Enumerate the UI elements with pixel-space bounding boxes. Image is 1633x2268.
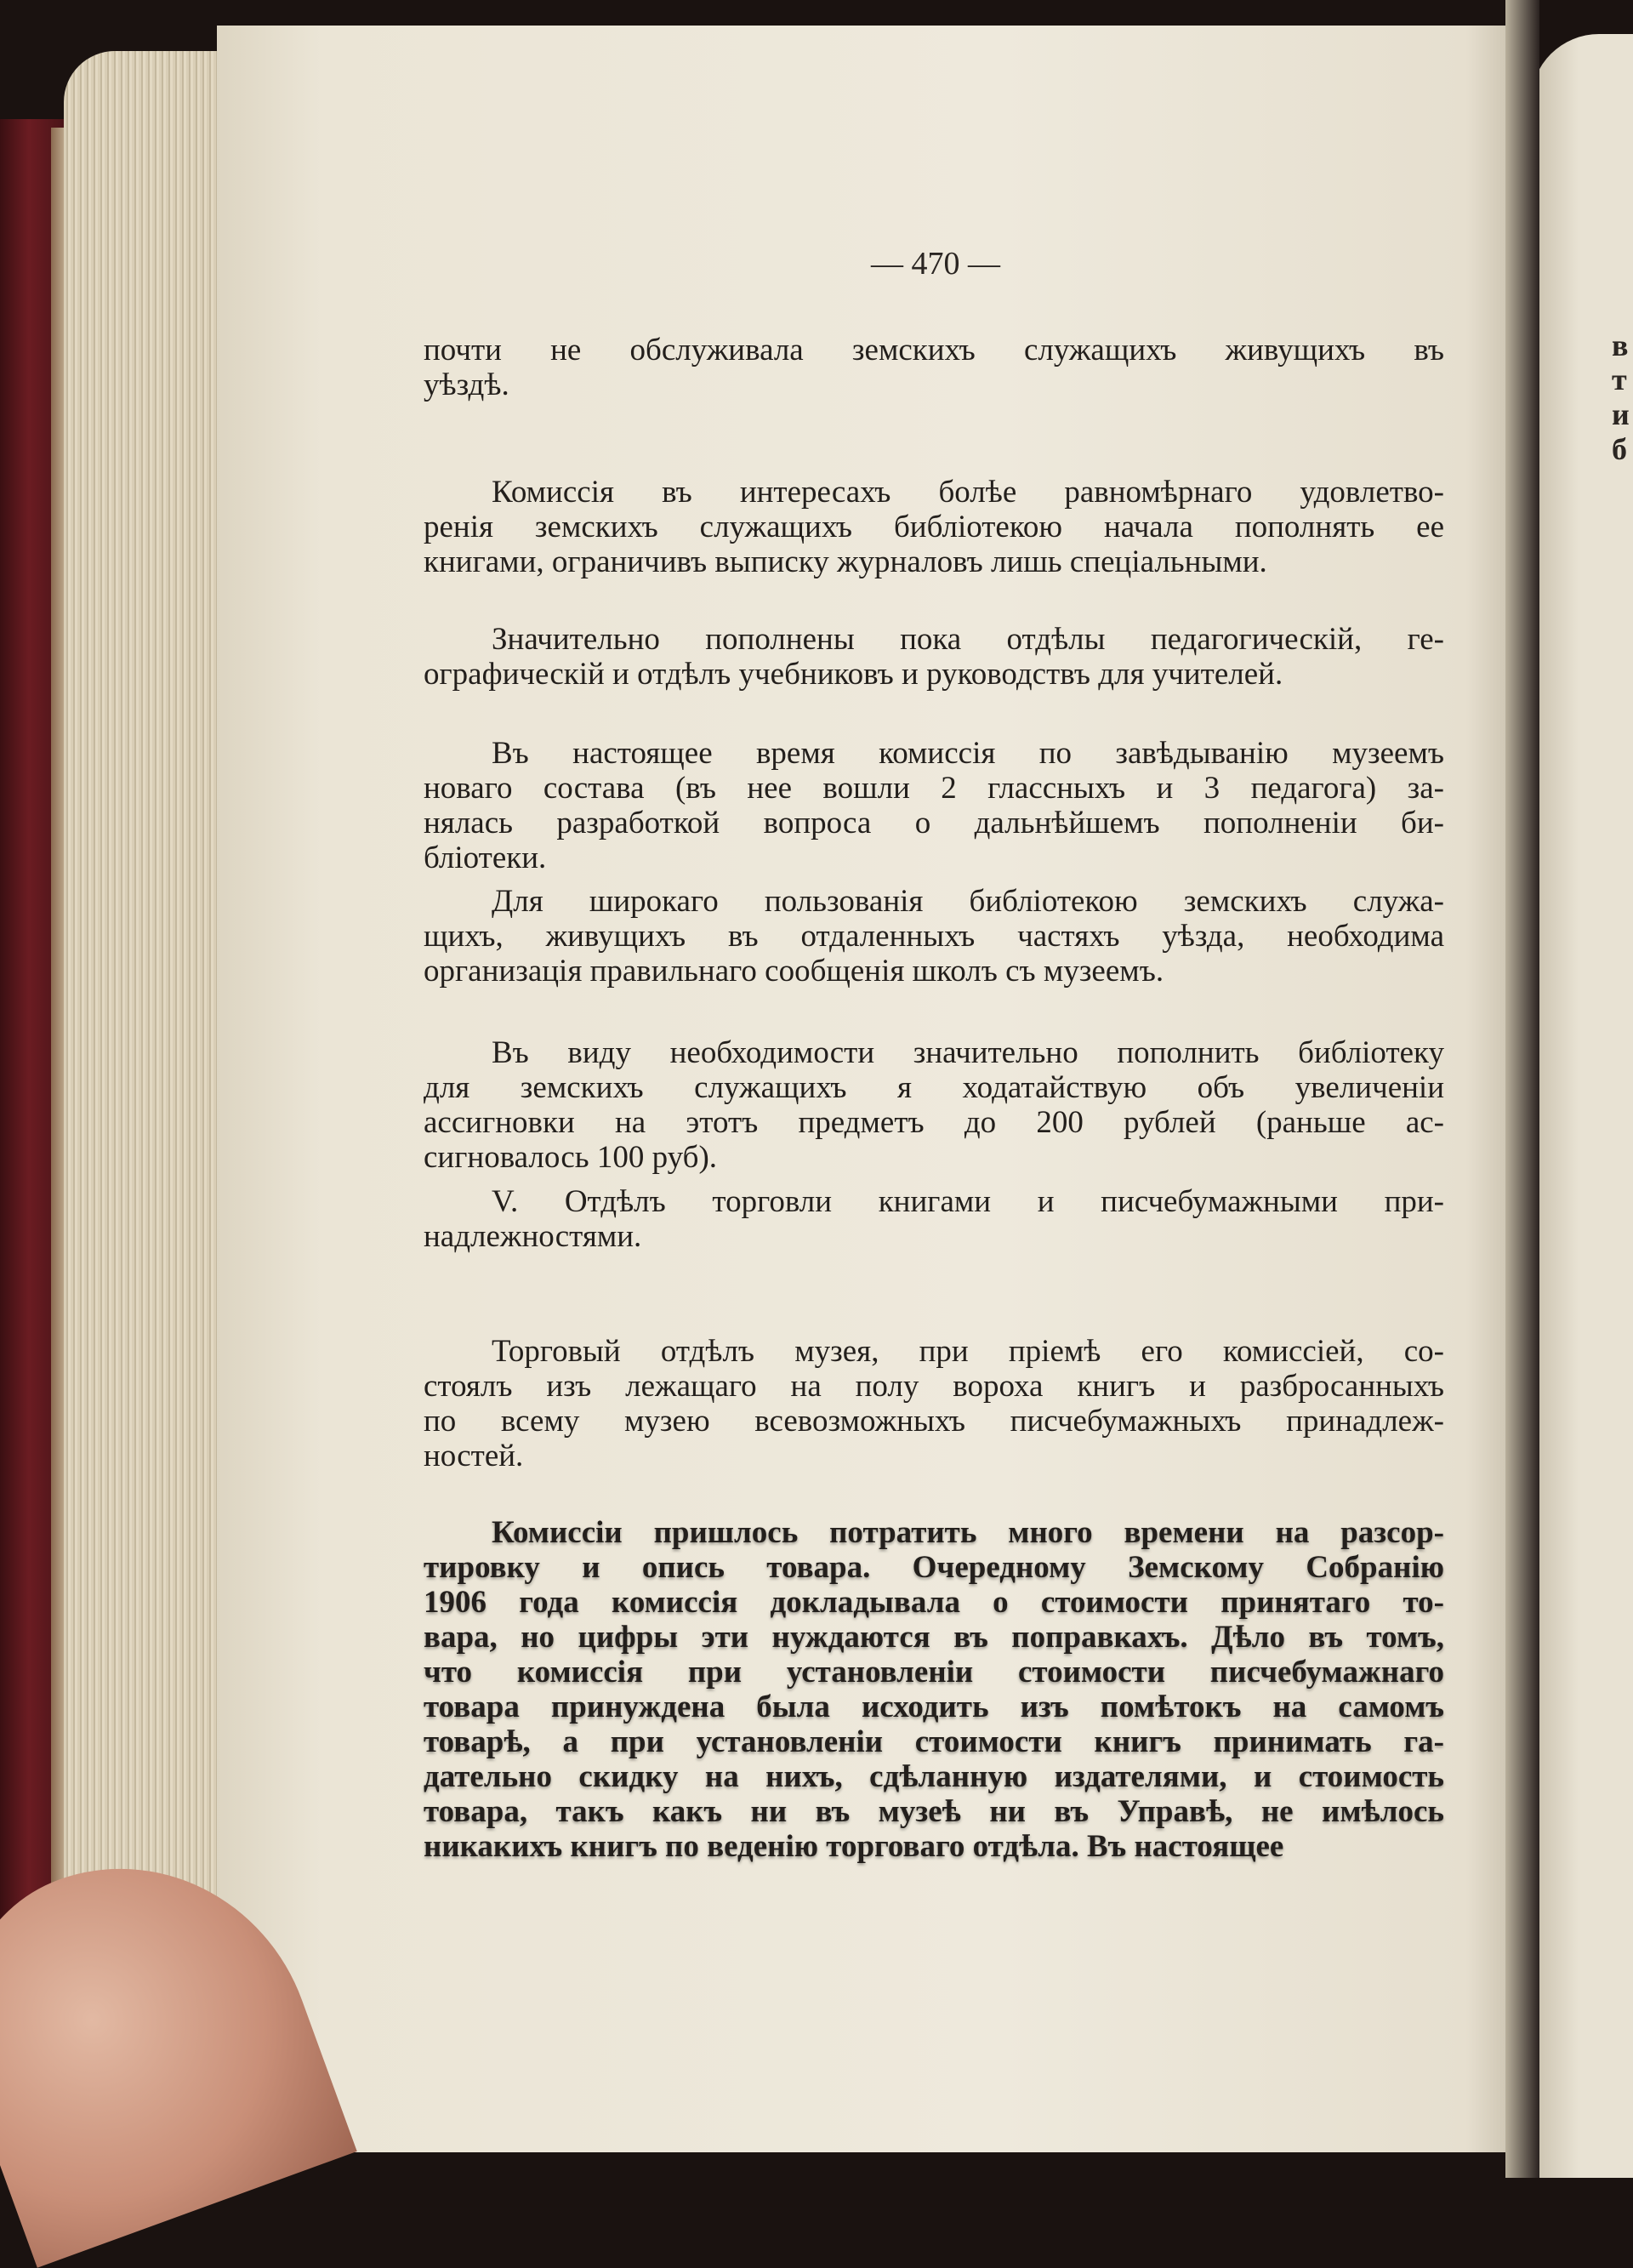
paragraph xyxy=(424,622,1444,692)
text-line: сигновалось 100 руб). xyxy=(424,1140,718,1175)
paragraph xyxy=(424,475,1444,579)
book-gutter xyxy=(1505,0,1539,2178)
text-line: Комиссіи пришлось потратить много времени на разсор- xyxy=(492,1515,1444,1550)
text-line: тировку и опись товара. Очередному Земскому Собранію xyxy=(424,1550,1444,1585)
text-line: Въ виду необходимости значительно пополнить библіотеку xyxy=(492,1035,1444,1070)
text-line: ографическій и отдѣлъ учебниковъ и руководствъ для учителей. xyxy=(424,657,1283,692)
paragraph xyxy=(424,884,1444,989)
page-number: — 470 — xyxy=(871,246,1000,282)
text-line: для земскихъ служащихъ я ходатайствую объ увеличеніи xyxy=(424,1070,1444,1105)
text-line: 1906 года комиссія докладывала о стоимости принятаго то- xyxy=(424,1585,1444,1620)
text-line: дательно скидку на нихъ, сдѣланную издателями, и стоимость xyxy=(424,1759,1444,1794)
facing-page-fragment: и xyxy=(1612,397,1630,431)
text-line: никакихъ книгъ по веденію торговаго отдѣла. Въ настоящее xyxy=(424,1829,1284,1864)
facing-page-fragment: б xyxy=(1612,432,1627,466)
text-line: надлежностями. xyxy=(424,1219,642,1254)
text-line: товара принуждена была исходить изъ помѣтокъ на самомъ xyxy=(424,1690,1444,1724)
text-line: по всему музею всевозможныхъ писчебумажныхъ принадлеж- xyxy=(424,1404,1444,1439)
text-line: щихъ, живущихъ въ отдаленныхъ частяхъ уѣзда, необходима xyxy=(424,919,1444,954)
text-line: товара, такъ какъ ни въ музеѣ ни въ Управѣ, не имѣлось xyxy=(424,1794,1444,1829)
text-line: Торговый отдѣлъ музея, при пріемѣ его комиссіей, со- xyxy=(492,1334,1444,1369)
text-line: ассигновки на этотъ предметъ до 200 рублей (раньше ас- xyxy=(424,1105,1444,1140)
text-line: уѣздѣ. xyxy=(424,368,509,402)
facing-page-fragment: в xyxy=(1612,328,1629,362)
text-line: новаго состава (въ нее вошли 2 глассныхъ и 3 педагога) за- xyxy=(424,771,1444,806)
text-line: книгами, ограничивъ выписку журналовъ лишь спеціальными. xyxy=(424,544,1267,579)
text-line: что комиссія при установленіи стоимости писчебумажнаго xyxy=(424,1655,1444,1690)
paragraph xyxy=(424,333,1444,402)
text-line: почти не обслуживала земскихъ служащихъ живущихъ въ xyxy=(424,333,1444,368)
text-line: товарѣ, а при установленіи стоимости книгъ принимать га- xyxy=(424,1724,1444,1759)
text-line: вара, но цифры эти нуждаются въ поправкахъ. Дѣло въ томъ, xyxy=(424,1620,1444,1655)
paragraph xyxy=(424,1334,1444,1473)
text-line: ренія земскихъ служащихъ библіотекою начала пополнять ее xyxy=(424,510,1444,544)
paragraph xyxy=(424,1515,1444,1864)
text-line: Для широкаго пользованія библіотекою земскихъ служа- xyxy=(492,884,1444,919)
text-line: V. Отдѣлъ торговли книгами и писчебумажными при- xyxy=(492,1184,1444,1219)
paragraph xyxy=(424,736,1444,875)
page-edges xyxy=(64,51,234,1957)
facing-page-fragment: т xyxy=(1612,362,1627,396)
text-line: нялась разработкой вопроса о дальнѣйшемъ пополненіи би- xyxy=(424,806,1444,841)
paragraph xyxy=(424,1035,1444,1175)
text-line: ностей. xyxy=(424,1439,524,1473)
text-line: организація правильнаго сообщенія школъ съ музеемъ. xyxy=(424,954,1164,989)
text-line: бліотеки. xyxy=(424,841,547,875)
text-line: Комиссія въ интересахъ болѣе равномѣрнаго удовлетво- xyxy=(492,475,1444,510)
text-line: стоялъ изъ лежащаго на полу вороха книгъ и разбросанныхъ xyxy=(424,1369,1444,1404)
paragraph xyxy=(424,1184,1444,1254)
text-line: Въ настоящее время комиссія по завѣдыванію музеемъ xyxy=(492,736,1444,771)
text-line: Значительно пополнены пока отдѣлы педагогическій, ге- xyxy=(492,622,1444,657)
